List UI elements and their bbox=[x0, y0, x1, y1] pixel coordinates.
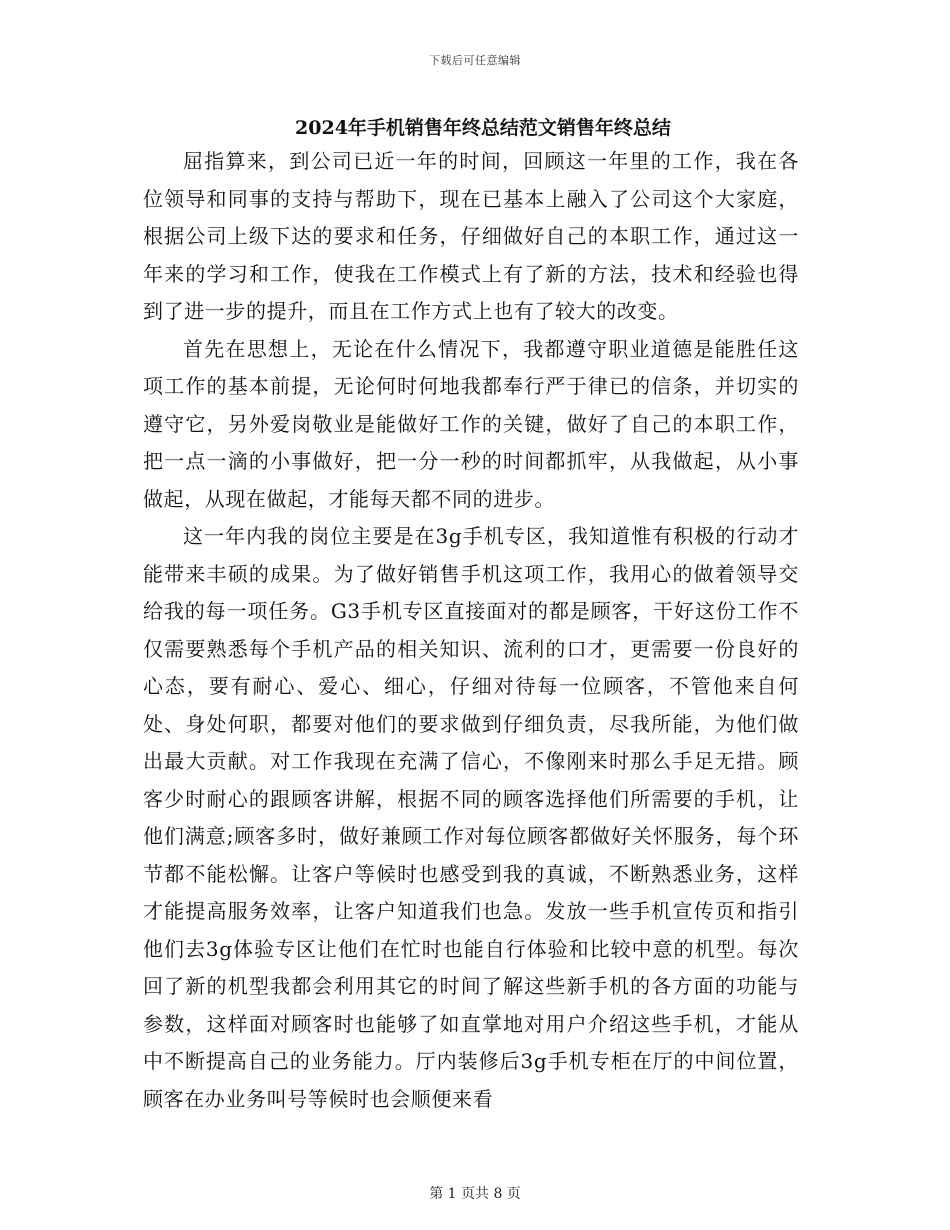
paragraph-2: 首先在思想上，无论在什么情况下，我都遵守职业道德是能胜任这项工作的基本前提，无论何时何地我都奉行严于律已的信条，并切实的遵守它，另外爱岗敬业是能做好工作的关键，做好了自己的本职工作，把一点一滴的小事做好，把一分一秒的时间都抓牢，从我做起，从小事做起，从现在做起，才能每天都不同的进步。 bbox=[143, 336, 799, 511]
document-title: 2024年手机销售年终总结范文销售年终总结 bbox=[295, 117, 671, 139]
page-number-footer: 第 1 页共 8 页 bbox=[429, 1186, 521, 1202]
page-header-note: 下载后可任意编辑 bbox=[429, 54, 521, 67]
paragraph-1: 屈指算来，到公司已近一年的时间，回顾这一年里的工作，我在各位领导和同事的支持与帮助下，现在已基本上融入了公司这个大家庭，根据公司上级下达的要求和任务，仔细做好自己的本职工作，通过这一年来的学习和工作，使我在工作模式上有了新的方法，技术和经验也得到了进一步的提升，而且在工作方式上也有了较大的改变。 bbox=[143, 149, 799, 323]
document-body bbox=[143, 113, 799, 1118]
paragraph-3: 这一年内我的岗位主要是在3g手机专区，我知道惟有积极的行动才能带来丰硕的成果。为了做好销售手机这项工作，我用心的做着领导交给我的每一项任务。G3手机专区直接面对的都是顾客，干好这份工作不仅需要熟悉每个手机产品的相关知识、流利的口才，更需要一份良好的心态，要有耐心、爱心、细心，仔细对待每一位顾客，不管他来自何处、身处何职，都要对他们的要求做到仔细负责，尽我所能，为他们做出最大贡献。对工作我现在充满了信心，不像刚来时那么手足无措。顾客少时耐心的跟顾客讲解，根据不同的顾客选择他们所需要的手机，让他们满意;顾客多时，做好兼顾工作对每位顾客都做好关怀服务，每个环节都不能松懈。让客户等候时也感受到我的真诚，不断熟悉业务，这样才能提高服务效率，让客户知道我们也急。发放一些手机宣传页和指引他们去3g体验专区让他们在忙时也能自行体验和比较中意的机型。每次回了新的机型我都会利用其它的时间了解这些新手机的各方面的功能与参数，这样面对顾客时也能够了如直掌地对用户介绍这些手机，才能从中不断提高自己的业务能力。厅内装修后3g手机专柜在厅的中间位置，顾客在办业务叫号等候时也会顺便来看 bbox=[143, 524, 799, 1111]
